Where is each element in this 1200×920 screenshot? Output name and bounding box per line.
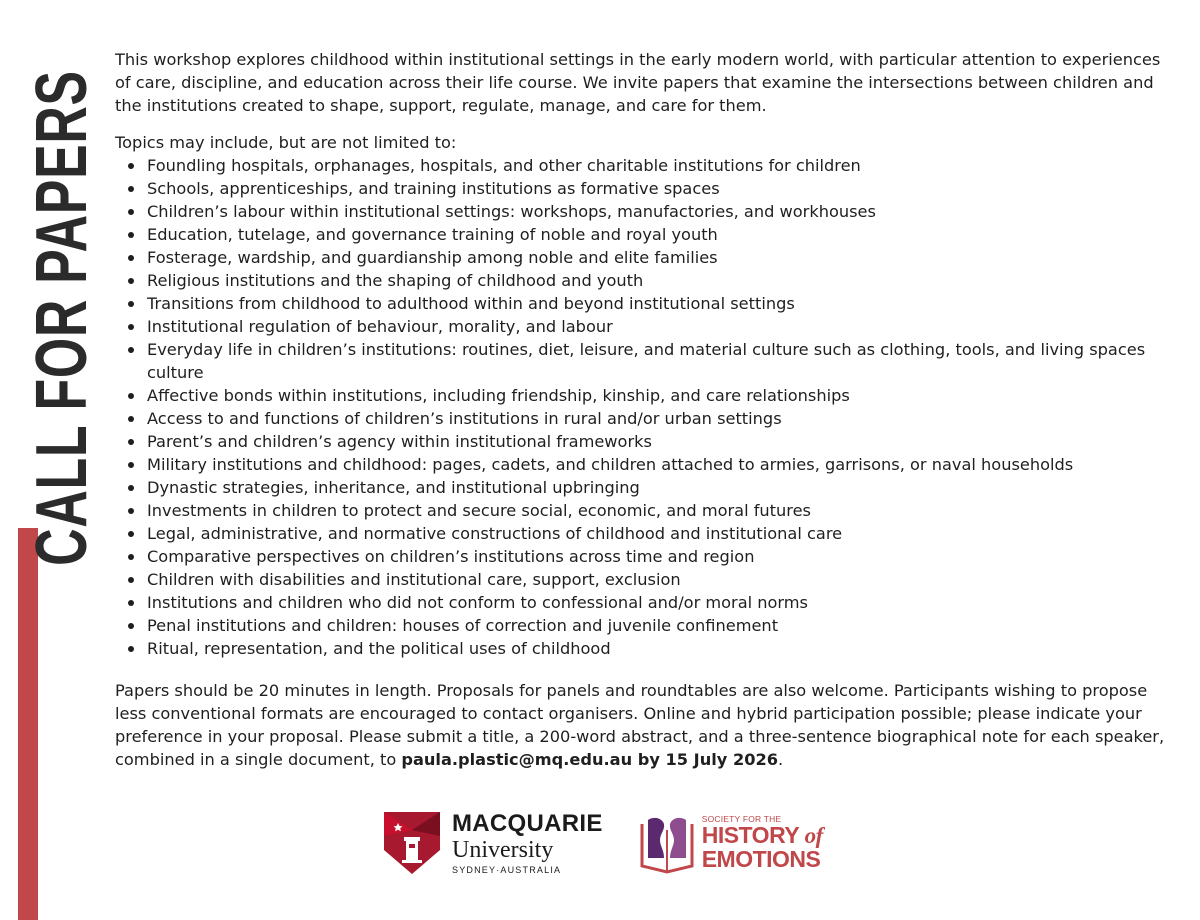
list-item: Dynastic strategies, inheritance, and institutional upbringing [147,476,1175,499]
main-content [115,48,1175,771]
list-item: Affective bonds within institutions, including friendship, kinship, and care relationships [147,384,1175,407]
she-small: SOCIETY FOR THE [701,813,782,824]
intro-paragraph: This workshop explores childhood within institutional settings in the early modern world, with particular attention to experiences of care, discipline, and education across their life course. We invite papers that examine the intersections between children and the institutions created to shape, support, regulate, manage, and care for them. [115,50,1161,115]
list-item: Access to and functions of children’s institutions in rural and/or urban settings [147,407,1175,430]
mq-location: SYDNEY·AUSTRALIA [452,864,562,875]
list-item: Fosterage, wardship, and guardianship among noble and elite families [147,246,1175,269]
list-item: Ritual, representation, and the political uses of childhood [147,637,1175,660]
logos-row [382,808,823,878]
list-item: Institutions and children who did not conform to confessional and/or moral norms [147,591,1175,614]
list-item: Comparative perspectives on children’s institutions across time and region [147,545,1175,568]
mq-name: MACQUARIE [452,809,603,837]
mq-sub: University [452,836,554,863]
macquarie-logo [382,810,603,876]
list-item: Religious institutions and the shaping of childhood and youth [147,269,1175,292]
list-item: Military institutions and childhood: pages, cadets, and children attached to armies, garrisons, or naval households [147,453,1175,476]
list-item: Children’s labour within institutional settings: workshops, manufactories, and workhouses [147,200,1175,223]
page-title: CALL FOR PAPERS [22,70,102,566]
list-item: Everyday life in children’s institutions: routines, diet, leisure, and material culture such as clothing, tools, and living spaces culture [147,338,1175,384]
she-line1: HISTORY of [701,822,823,849]
she-logo [638,812,823,874]
list-item: Investments in children to protect and secure social, economic, and moral futures [147,499,1175,522]
list-item: Children with disabilities and institutional care, support, exclusion [147,568,1175,591]
list-item: Education, tutelage, and governance training of noble and royal youth [147,223,1175,246]
list-item: Institutional regulation of behaviour, morality, and labour [147,315,1175,338]
list-item: Legal, administrative, and normative constructions of childhood and institutional care [147,522,1175,545]
topics-lead: Topics may include, but are not limited to: [115,133,457,152]
topics-list [115,154,1175,660]
list-item: Penal institutions and children: houses of correction and juvenile confinement [147,614,1175,637]
list-item: Transitions from childhood to adulthood within and beyond institutional settings [147,292,1175,315]
closing-paragraph [115,679,1175,771]
list-item: Parent’s and children’s agency within institutional frameworks [147,430,1175,453]
closing-text: Papers should be 20 minutes in length. Proposals for panels and roundtables are also welcome. Participants wishing to propose less conventional formats are encouraged to contact organisers. Online and hybrid participation possible; please indicate your preference in your proposal. Please submit a title, a 200-word abstract, and a three-sentence biographical note for each speaker, combined in a single document, to [115,681,1165,769]
list-item: Schools, apprenticeships, and training institutions as formative spaces [147,177,1175,200]
she-line2: EMOTIONS [701,846,821,873]
book-faces-icon [638,812,696,874]
list-item: Foundling hospitals, orphanages, hospitals, and other charitable institutions for children [147,154,1175,177]
closing-end: . [778,750,784,769]
contact-email[interactable]: paula.plastic@mq.edu.au by 15 July 2026 [401,750,779,769]
macquarie-shield-icon [382,810,442,876]
